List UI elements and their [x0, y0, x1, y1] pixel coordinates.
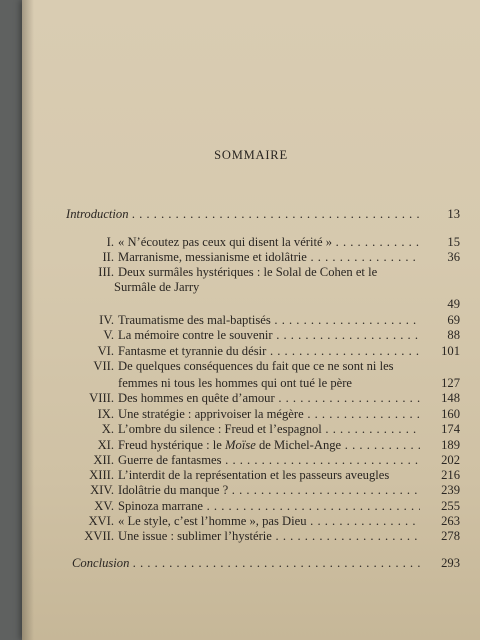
toc-entry	[70, 453, 460, 468]
toc-entry-page: 278	[441, 529, 460, 543]
toc-entry-label: « N’écoutez pas ceux qui disent la vérité » . . .	[118, 235, 420, 250]
toc-entry-label: Conclusion . . .	[72, 556, 420, 571]
toc-entry	[70, 438, 460, 453]
toc-entry-label: Guerre de fantasmes . . .	[118, 453, 420, 468]
toc-entry-number: XVI.	[88, 514, 114, 528]
toc-entry-label: Marranisme, messianisme et idolâtrie . . .	[118, 250, 420, 265]
toc-entry	[70, 250, 460, 265]
toc-entry-label: Idolâtrie du manque ? . . .	[118, 483, 420, 498]
toc-entry-number: XIII.	[89, 468, 114, 482]
toc-entry-page: 148	[441, 391, 460, 405]
toc-entry	[70, 499, 460, 514]
toc-entry-label: Une issue : sublimer l’hystérie . . .	[118, 529, 420, 544]
page-title: SOMMAIRE	[214, 148, 288, 162]
toc-entry-page: 69	[447, 313, 460, 327]
toc-entry	[70, 328, 460, 343]
toc-entry-page: 202	[441, 453, 460, 467]
toc-entry	[70, 529, 460, 544]
toc-entry-page: 36	[447, 250, 460, 264]
toc-entry-label: Introduction . . .	[66, 207, 420, 222]
toc-entry-page: 239	[441, 483, 460, 497]
toc-entry-number: IX.	[97, 407, 114, 421]
toc-entry-page: 88	[447, 328, 460, 342]
toc-entry-number: VIII.	[89, 391, 114, 405]
toc-entry-label: Une stratégie : apprivoiser la mégère . . .	[118, 407, 420, 422]
toc-entry	[70, 359, 460, 374]
toc-entry-number: XI.	[97, 438, 114, 452]
page-gutter-shadow	[22, 0, 34, 640]
toc-entry-page: 49	[447, 297, 460, 311]
toc-entry-page: 15	[447, 235, 460, 249]
toc-entry-introduction	[66, 207, 460, 222]
toc-entry-label: Fantasme et tyrannie du désir . . .	[118, 344, 420, 359]
toc-entry	[70, 391, 460, 406]
toc-entry	[70, 407, 460, 422]
toc-entry-number: XII.	[93, 453, 114, 467]
toc-entry-number: XV.	[94, 499, 114, 513]
toc-entry-label: De quelques conséquences du fait que ce ne sont ni les	[118, 359, 394, 373]
toc-entry-number: VII.	[93, 359, 114, 373]
toc-entry-page-row	[70, 297, 460, 312]
book-page	[22, 0, 480, 640]
toc-entry	[70, 344, 460, 359]
toc-entry-number: IV.	[99, 313, 114, 327]
toc-entry-number: II.	[102, 250, 114, 264]
toc-entry-label: Freud hystérique : le Moïse de Michel-Ange . . .	[118, 438, 420, 453]
toc-entry	[70, 422, 460, 437]
toc-entry-page: 255	[441, 499, 460, 513]
toc-entry-conclusion	[72, 556, 460, 571]
toc-entry-continued	[70, 376, 460, 391]
toc-entry-page: 293	[441, 556, 460, 570]
toc-entry-page: 216	[441, 468, 460, 482]
toc-entry-label: L’ombre du silence : Freud et l’espagnol . . .	[118, 422, 420, 437]
toc-entry-label: Deux surmâles hystériques : le Solal de Cohen et le	[118, 265, 378, 279]
toc-entry	[70, 313, 460, 328]
toc-entry-page: 174	[441, 422, 460, 436]
toc-entry-label: Traumatisme des mal-baptisés . . .	[118, 313, 420, 328]
toc-entry-label: « Le style, c’est l’homme », pas Dieu . . .	[118, 514, 420, 529]
toc-entry-number: I.	[106, 235, 114, 249]
toc-entry	[70, 265, 460, 280]
toc-entry-page: 13	[447, 207, 460, 221]
toc-entry-label: La mémoire contre le souvenir . . .	[118, 328, 420, 343]
toc-entry-number: XVII.	[84, 529, 114, 543]
toc-entry-page: 189	[441, 438, 460, 452]
toc-entry-number: III.	[98, 265, 114, 279]
toc-entry	[70, 514, 460, 529]
toc-entry-number: V.	[103, 328, 114, 342]
toc-entry-page: 263	[441, 514, 460, 528]
toc-entry	[70, 483, 460, 498]
toc-entry-number: X.	[101, 422, 114, 436]
toc-entry-label: Des hommes en quête d’amour . . .	[118, 391, 420, 406]
toc-entry-page: 101	[441, 344, 460, 358]
toc-entry-number: XIV.	[90, 483, 114, 497]
toc-entry-page: 160	[441, 407, 460, 421]
toc-entry-label: Spinoza marrane . . .	[118, 499, 420, 514]
toc-entry-number: VI.	[97, 344, 114, 358]
toc-entry-page: 127	[441, 376, 460, 390]
toc-entry-label: L’interdit de la représentation et les passeurs aveugles	[118, 468, 390, 482]
toc-entry-label-continued: Surmâle de Jarry	[114, 280, 200, 294]
toc-entry-label-continued: femmes ni tous les hommes qui ont tué le père	[118, 376, 352, 390]
toc-entry	[70, 468, 460, 483]
toc-entry	[70, 235, 460, 250]
